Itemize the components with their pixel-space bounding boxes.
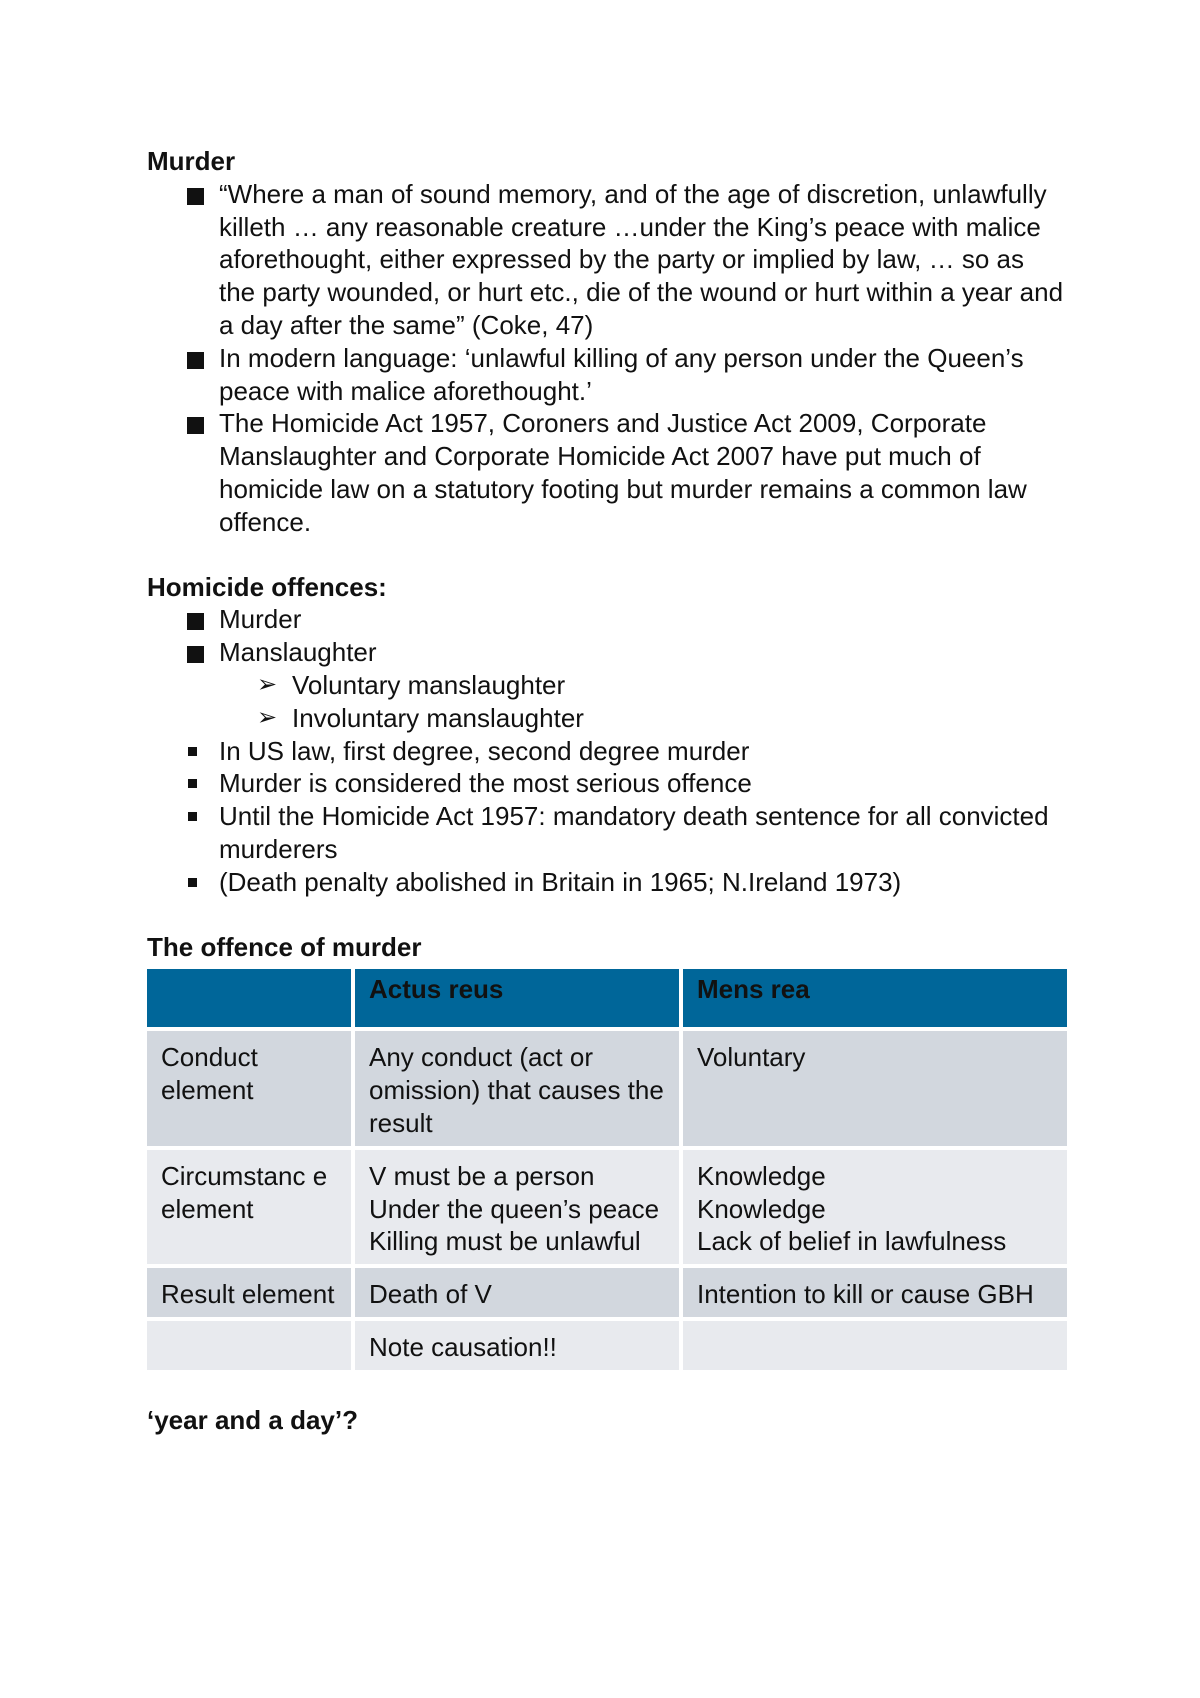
table-header-cell [147,969,351,1027]
list-item: “Where a man of sound memory, and of the age of discretion, unlawfully killeth … any reasonable creature …under the King’s peace with malice aforethought, either expressed by the party or implied by law, … so as the party wounded, or hurt etc., die of the wound or hurt within a year and a day after the same” (Coke, 47) [147,178,1067,342]
arrow-bullet-icon: ➢ [257,670,278,698]
square-bullet-icon [187,417,204,434]
small-square-bullet-icon [188,747,197,756]
mens-rea-cell [683,1321,1067,1370]
list-item: Murder is considered the most serious offence [147,767,1067,800]
list-item: In modern language: ‘unlawful killing of any person under the Queen’s peace with malice aforethought.’ [147,342,1067,408]
manslaughter-sub-list [147,669,1067,735]
homicide-notes-list [147,735,1067,899]
mens-rea-cell: Knowledge Knowledge Lack of belief in lawfulness [683,1150,1067,1264]
actus-reus-cell: V must be a person Under the queen’s peace Killing must be unlawful [355,1150,679,1264]
murder-elements-table [143,965,1071,1373]
list-item: ➢ Involuntary manslaughter [257,702,584,733]
mens-rea-cell: Intention to kill or cause GBH [683,1268,1067,1317]
list-item: Until the Homicide Act 1957: mandatory death sentence for all convicted murderers [147,800,1067,866]
list-item: In US law, first degree, second degree murder [147,735,1067,768]
list-item: ➢ Voluntary manslaughter [257,669,566,700]
homicide-bullet-list [147,603,1067,669]
small-square-bullet-icon [188,779,197,788]
square-bullet-icon [187,352,204,369]
row-label-cell [147,1321,351,1370]
table-header-cell: Actus reus [355,969,679,1027]
table-row [147,1150,1067,1264]
row-label-cell: Conduct element [147,1031,351,1145]
spacer [147,899,1067,931]
list-item: Murder [147,603,1067,636]
heading-year-and-a-day: ‘year and a day’? [147,1404,358,1435]
row-label-cell: Circumstanc e element [147,1150,351,1264]
table-row [147,1031,1067,1145]
row-label-cell: Result element [147,1268,351,1317]
square-bullet-icon [187,188,204,205]
heading-homicide-offences: Homicide offences: [147,571,387,602]
spacer [147,539,1067,571]
heading-offence-of-murder: The offence of murder [147,931,422,962]
mens-rea-cell: Voluntary [683,1031,1067,1145]
small-square-bullet-icon [188,812,197,821]
actus-reus-cell: Any conduct (act or omission) that causes the result [355,1031,679,1145]
table-row [147,1268,1067,1317]
list-item: Manslaughter [147,636,1067,669]
actus-reus-cell: Death of V [355,1268,679,1317]
table-row [147,1321,1067,1370]
murder-bullet-list [147,178,1067,539]
list-item: (Death penalty abolished in Britain in 1965; N.Ireland 1973) [147,866,1067,899]
document-page [147,145,1067,1437]
list-item: The Homicide Act 1957, Coroners and Justice Act 2009, Corporate Manslaughter and Corporate Homicide Act 2007 have put much of homicide law on a statutory footing but murder remains a common law offence. [147,407,1067,538]
square-bullet-icon [187,646,204,663]
table-header-row [147,969,1067,1027]
heading-murder: Murder [147,146,236,176]
arrow-bullet-icon: ➢ [257,703,278,731]
actus-reus-cell: Note causation!! [355,1321,679,1370]
small-square-bullet-icon [188,878,197,887]
table-header-cell: Mens rea [683,969,1067,1027]
square-bullet-icon [187,613,204,630]
